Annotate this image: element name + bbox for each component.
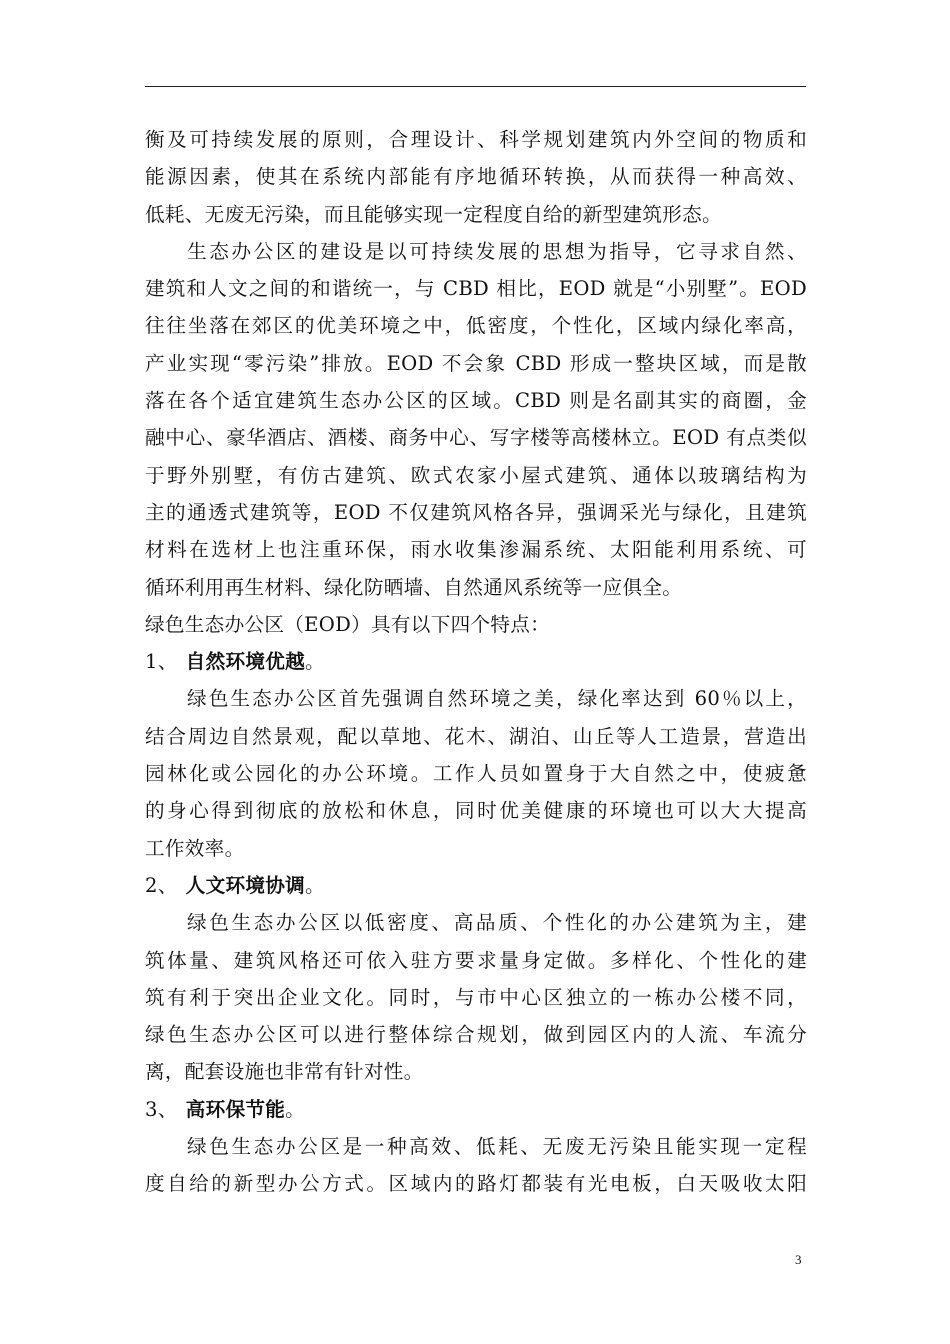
text-line: 离，配套设施也非常有针对性。 [145, 1060, 424, 1084]
text-line: 建筑和人文之间的和谐统一，与 CBD 相比，EOD 就是“小别墅”。EOD [145, 277, 807, 301]
document-body [145, 121, 807, 1203]
section-heading [145, 867, 807, 904]
section-number: 3、 [145, 1097, 178, 1121]
text-line: 绿色生态办公区以低密度、高品质、个性化的办公建筑为主，建 [187, 911, 807, 935]
text-line: 度自给的新型办公方式。区域内的路灯都装有光电板，白天吸收太阳 [145, 1172, 807, 1196]
section-number: 1、 [145, 650, 178, 674]
text-line: 园林化或公园化的办公环境。工作人员如置身于大自然之中，使疲惫 [145, 762, 807, 786]
text-line: 绿色生态办公区是一种高效、低耗、无废无污染且能实现一定程 [187, 1135, 807, 1159]
text-line: 筑有利于突出企业文化。同时，与市中心区独立的一栋办公楼不同， [145, 985, 807, 1009]
page-number: 3 [795, 1252, 802, 1267]
section-title: 高环保节能 [185, 1097, 286, 1121]
text-line: 绿色生态办公区首先强调自然环境之美，绿化率达到 60％以上， [187, 687, 807, 711]
section-title: 人文环境协调 [185, 873, 306, 897]
text-line: 落在各个适宜建筑生态办公区的区域。CBD 则是名副其实的商圈，金 [145, 389, 807, 413]
text-line: 主的通透式建筑等，EOD 不仅建筑风格各异，强调采光与绿化，且建筑 [145, 500, 807, 524]
text-line: 低耗、无废无污染，而且能够实现一定程度自给的新型建筑形态。 [145, 202, 722, 226]
text-line: 于野外别墅，有仿古建筑、欧式农家小屋式建筑、通体以玻璃结构为 [145, 463, 807, 487]
text-line: 结合周边自然景观，配以草地、花木、湖泊、山丘等人工造景，营造出 [145, 724, 807, 748]
section-title-end: 。 [305, 650, 325, 674]
section-title-end: 。 [285, 1097, 306, 1121]
section-title: 自然环境优越 [185, 650, 306, 674]
text-line: 绿色生态办公区（EOD）具有以下四个特点： [145, 612, 551, 636]
text-line: 的身心得到彻底的放松和休息，同时优美健康的环境也可以大大提高 [145, 799, 807, 823]
text-line: 产业实现“零污染”排放。EOD 不会象 CBD 形成一整块区域，而是散 [145, 351, 807, 375]
text-line: 衡及可持续发展的原则，合理设计、科学规划建筑内外空间的物质和 [145, 128, 807, 151]
text-line: 循环利用再生材料、绿化防晒墙、自然通风系统等一应俱全。 [145, 575, 683, 599]
text-line: 工作效率。 [145, 836, 245, 860]
text-line: 绿色生态办公区可以进行整体综合规划，做到园区内的人流、车流分 [145, 1023, 807, 1047]
header-rule [145, 86, 806, 87]
text-line: 融中心、豪华酒店、酒楼、商务中心、写字楼等高楼林立。EOD 有点类似 [145, 426, 807, 450]
section-title-end: 。 [305, 873, 325, 897]
text-line: 往往坐落在郊区的优美环境之中，低密度，个性化，区域内绿化率高， [145, 314, 807, 338]
section-heading [145, 1091, 807, 1128]
text-line: 能源因素，使其在系统内部能有序地循环转换，从而获得一种高效、 [145, 165, 807, 189]
text-line: 筑体量、建筑风格还可依入驻方要求量身定做。多样化、个性化的建 [145, 948, 807, 972]
text-line: 材料在选材上也注重环保，雨水收集渗漏系统、太阳能利用系统、可 [145, 538, 807, 562]
section-number: 2、 [145, 873, 178, 897]
section-heading [145, 643, 807, 680]
text-line: 生态办公区的建设是以可持续发展的思想为指导，它寻求自然、 [187, 239, 807, 263]
